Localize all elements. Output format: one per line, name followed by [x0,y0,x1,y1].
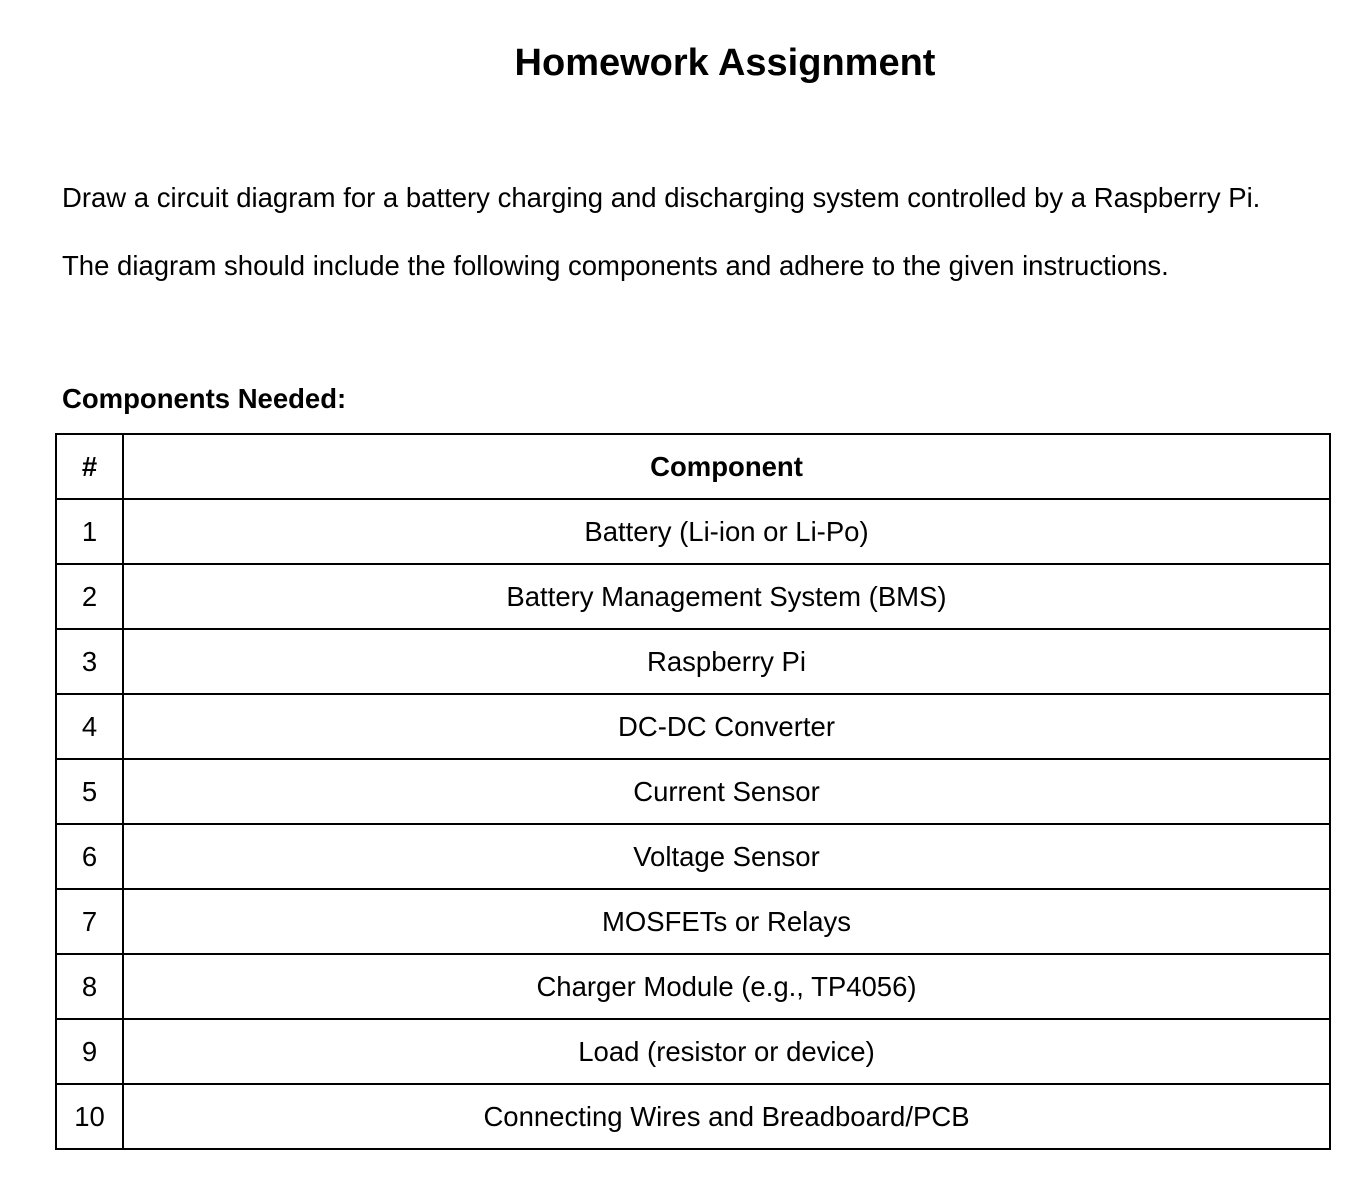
instruction-paragraph: Draw a circuit diagram for a battery charging and discharging system controlled by a Raspberry Pi. [62,182,1261,213]
component-name: Load (resistor or device) [123,1019,1330,1084]
component-name: Charger Module (e.g., TP4056) [123,954,1330,1019]
component-name: Voltage Sensor [123,824,1330,889]
section-heading: Components Needed: [62,383,347,414]
table-row [56,1084,1330,1149]
page-title: Homework Assignment [514,42,936,84]
component-name: Battery Management System (BMS) [123,564,1330,629]
row-number: 1 [56,499,123,564]
component-name: Connecting Wires and Breadboard/PCB [123,1084,1330,1149]
table-header-row [56,434,1330,499]
table-row [56,564,1330,629]
table-row [56,954,1330,1019]
components-table [55,433,1331,1150]
row-number: 3 [56,629,123,694]
component-name: MOSFETs or Relays [123,889,1330,954]
component-name: Battery (Li-ion or Li-Po) [123,499,1330,564]
table-row [56,1019,1330,1084]
row-number: 9 [56,1019,123,1084]
component-name: Current Sensor [123,759,1330,824]
table-row [56,629,1330,694]
row-number: 5 [56,759,123,824]
column-header-component: Component [123,434,1330,499]
row-number: 10 [56,1084,123,1149]
row-number: 2 [56,564,123,629]
table-row [56,889,1330,954]
row-number: 4 [56,694,123,759]
table-row [56,694,1330,759]
row-number: 8 [56,954,123,1019]
component-name: Raspberry Pi [123,629,1330,694]
table-row [56,499,1330,564]
row-number: 6 [56,824,123,889]
column-header-number: # [56,434,123,499]
table-row [56,759,1330,824]
instruction-paragraph: The diagram should include the following components and adhere to the given instructions. [62,250,1169,281]
table-row [56,824,1330,889]
row-number: 7 [56,889,123,954]
component-name: DC-DC Converter [123,694,1330,759]
